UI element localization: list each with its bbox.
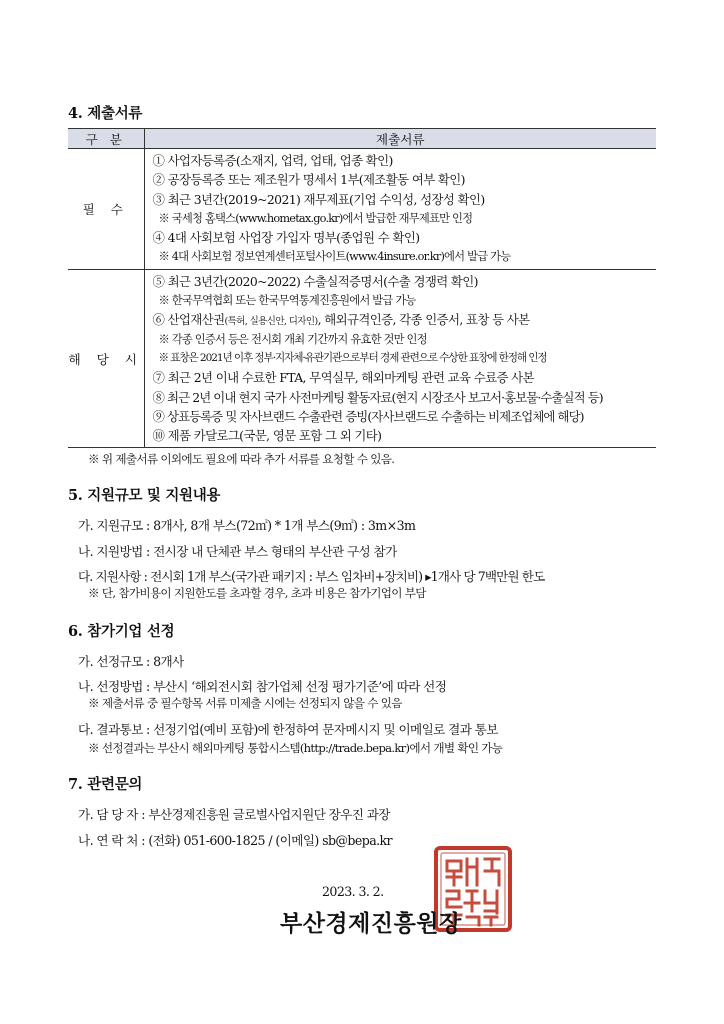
section-5-heading: 5. 지원규모 및 지원내용 bbox=[68, 487, 221, 504]
document-date: 2023. 3. 2. bbox=[322, 884, 384, 899]
column-header-category: 구 분 bbox=[68, 129, 144, 149]
item-text: , 해외규격인증, 각종 인증서, 표창 등 사본 bbox=[317, 312, 530, 328]
category-required: 필 수 bbox=[68, 149, 144, 270]
list-item: ⑩ 제품 카달로그(국문, 영문 포함 그 외 기타) bbox=[152, 428, 382, 444]
list-note: ※ 4대 사회보험 정보연계센터포털사이트(www.4insure.or.kr)에서 발급 가능 bbox=[158, 250, 511, 264]
list-item: ② 공장등록증 또는 제조원가 명세서 1부(제조활동 여부 확인) bbox=[152, 172, 465, 188]
result-notice: 다. 결과통보 : 선정기업(예비 포함)에 한정하여 문자메시지 및 이메일로 결과 통보 bbox=[78, 722, 498, 737]
section-4-heading: 4. 제출서류 bbox=[68, 105, 143, 122]
list-item: ③ 최근 3년간(2019~2021) 재무제표(기업 수익성, 성장성 확인) bbox=[152, 191, 485, 207]
item-text-small: (특허, 실용신안, 디자인) bbox=[224, 316, 318, 328]
contact-person: 가. 담 당 자 : 부산경제진흥원 글로벌사업지원단 장우진 과장 bbox=[78, 807, 390, 822]
list-note: ※ 표창은 2021년 이후 정부·지자체·유관기관으로부터 경제 관련으로 수상한 표창에 한정해 인정 bbox=[158, 351, 547, 364]
list-note: ※ 각종 인증서 등은 전시회 개최 기간까지 유효한 것만 인정 bbox=[158, 332, 427, 346]
list-item: ⑧ 최근 2년 이내 현지 국가 사전마케팅 활동자료(현지 시장조사 보고서·홍보물·수출실적 등) bbox=[152, 389, 603, 405]
list-note: ※ 국세청 홈택스(www.hometax.go.kr)에서 발급한 재무제표만 인정 bbox=[158, 211, 473, 225]
support-method: 나. 지원방법 : 전시장 내 단체관 부스 형태의 부산관 구성 참가 bbox=[78, 544, 397, 559]
table-row-required bbox=[68, 149, 656, 270]
table-header-row bbox=[68, 129, 656, 149]
signer-name: 부산경제진흥원장 bbox=[280, 911, 462, 937]
list-item: ⑦ 최근 2년 이내 수료한 FTA, 무역실무, 해외마케팅 관련 교육 수료증 사본 bbox=[152, 370, 534, 386]
list-item: ⑤ 최근 3년간(2020~2022) 수출실적증명서(수출 경쟁력 확인) bbox=[152, 273, 478, 289]
section-6-heading: 6. 참가기업 선정 bbox=[68, 623, 175, 640]
support-details: 다. 지원사항 : 전시회 1개 부스(국가관 패키지 : 부스 임차비+장치비) ▸1개사 당 7백만원 한도 bbox=[78, 569, 545, 584]
list-item: ⑨ 상표등록증 및 자사브랜드 수출관련 증빙(자사브랜드로 수출하는 비제조업체에 해당) bbox=[152, 408, 584, 424]
item-text: ⑥ 산업재산권 bbox=[152, 312, 225, 328]
list-item bbox=[153, 310, 657, 329]
conditional-items bbox=[144, 269, 656, 448]
required-documents-table bbox=[68, 128, 656, 448]
category-conditional: 해 당 시 bbox=[68, 269, 144, 448]
contact-info: 나. 연 락 처 : (전화) 051-600-1825 / (이메일) sb@bepa.kr bbox=[78, 833, 392, 848]
selection-method: 나. 선정방법 : 부산시 ‘해외전시회 참가업체 선정 평가기준’에 따라 선정 bbox=[78, 679, 447, 694]
list-note: ※ 한국무역협회 또는 한국무역통계진흥원에서 발급 가능 bbox=[158, 294, 416, 308]
documents-footnote: ※ 위 제출서류 이외에도 필요에 따라 추가 서류를 요청할 수 있음. bbox=[88, 452, 395, 466]
selection-note: ※ 제출서류 중 필수항목 서류 미제출 시에는 선정되지 않을 수 있음 bbox=[88, 696, 402, 710]
required-items bbox=[144, 149, 656, 270]
result-note: ※ 선정결과는 부산시 해외마케팅 통합시스템(http://trade.bepa.kr)에서 개별 확인 가능 bbox=[88, 741, 503, 755]
list-item: ④ 4대 사회보험 사업장 가입자 명부(종업원 수 확인) bbox=[152, 230, 420, 246]
selection-scale: 가. 선정규모 : 8개사 bbox=[78, 654, 184, 669]
support-note: ※ 단, 참가비용이 지원한도를 초과할 경우, 초과 비용은 참가기업이 부담 bbox=[88, 586, 426, 600]
section-7-heading: 7. 관련문의 bbox=[68, 776, 143, 793]
table-row-conditional bbox=[68, 269, 656, 448]
list-item: ① 사업자등록증(소재지, 업력, 업태, 업종 확인) bbox=[152, 153, 393, 168]
support-scale: 가. 지원규모 : 8개사, 8개 부스(72㎡) * 1개 부스(9㎡) : 3m×3m bbox=[78, 518, 416, 533]
column-header-documents: 제출서류 bbox=[144, 129, 656, 149]
